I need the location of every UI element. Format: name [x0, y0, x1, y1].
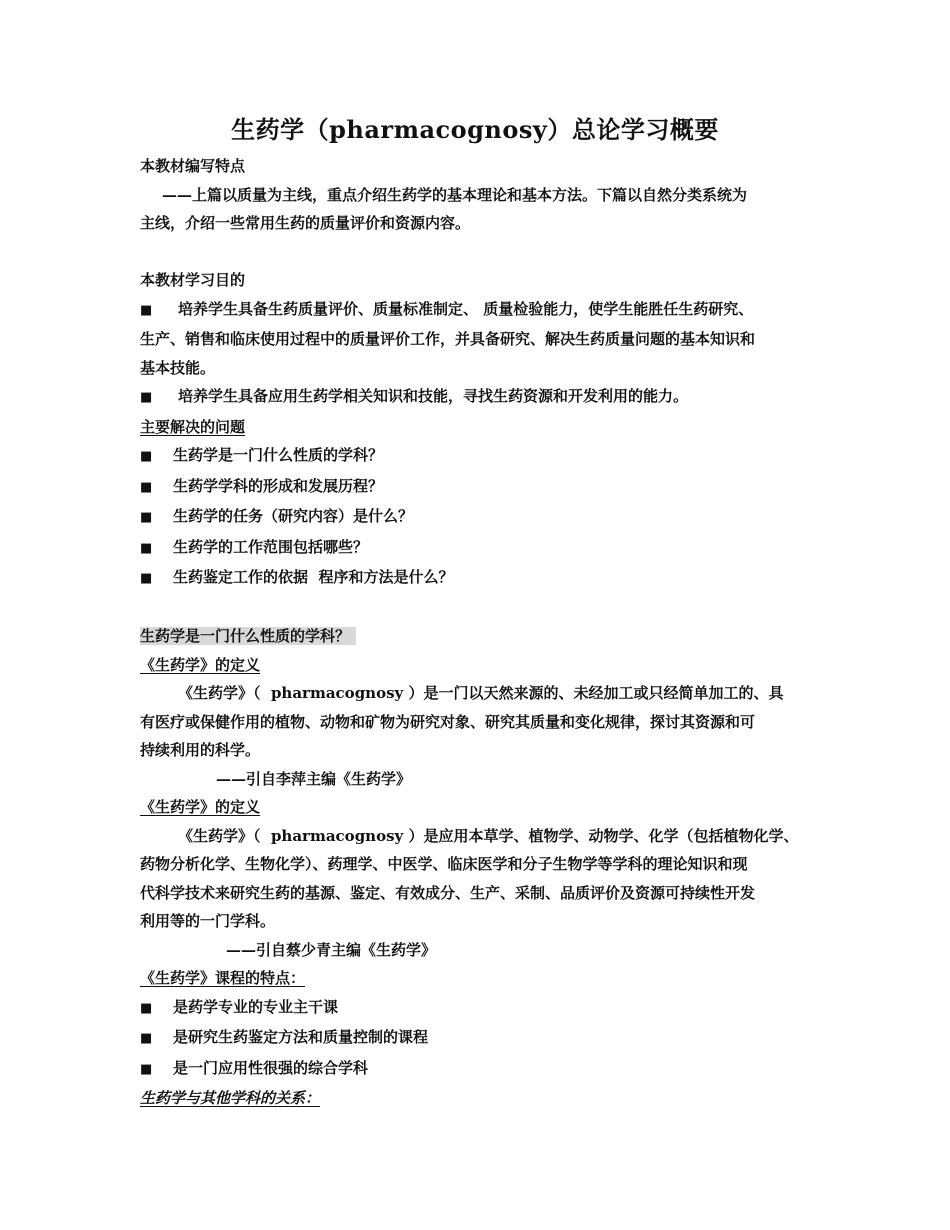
square-bullet-icon: ■ — [140, 390, 153, 405]
definition-2-line-3: 代科学技术来研究生药的基源、鉴定、有效成分、生产、采制、品质评价及资源可持续性开发 — [140, 883, 756, 902]
problem-item — [140, 563, 820, 594]
square-bullet-icon: ■ — [140, 1000, 153, 1016]
features-line-2: 主线，介绍一些常用生药的质量评价和资源内容。 — [140, 214, 471, 232]
definition-1-line-3: 持续利用的科学。 — [140, 741, 261, 759]
problem-item-text: 生药鉴定工作的依据 程序和方法是什么？ — [173, 568, 454, 586]
definition-2-line-2: 药物分析化学、生物化学）、药理学、中医学、临床医学和分子生物学等学科的理论知识和现 — [140, 855, 748, 873]
course-feature-item — [140, 1054, 820, 1085]
definition-1-line-2: 有医疗或保健作用的植物、动物和矿物为研究对象、研究其质量和变化规律，探讨其资源和可 — [140, 712, 756, 731]
square-bullet-icon: ■ — [140, 1061, 153, 1077]
square-bullet-icon: ■ — [140, 1031, 153, 1046]
section-heading-goals: 本教材学习目的 — [140, 271, 246, 289]
goal-item-2 — [140, 382, 820, 413]
goal-item-1-line-2: 生产、销售和临床使用过程中的质量评价工作，并具备研究、解决生药质量问题的基本知识和 — [140, 330, 756, 348]
problem-item — [140, 441, 820, 472]
problem-item-text: 生药学是一门什么性质的学科？ — [173, 446, 384, 464]
goal-item-2-text: 培养学生具备应用生药学相关知识和技能，寻找生药资源和开发利用的能力。 — [178, 387, 689, 405]
definition-1-citation: ——引自李萍主编《生药学》 — [216, 769, 412, 788]
square-bullet-icon: ■ — [140, 571, 153, 586]
definition-2-heading: 《生药学》的定义 — [140, 798, 261, 816]
problem-item-text: 生药学学科的形成和发展历程？ — [173, 476, 384, 495]
definition-1-line-1: 《生药学》（ pharmacognosy ）是一门以天然来源的、未经加工或只经简单加工的、具 — [178, 684, 784, 702]
square-bullet-icon: ■ — [140, 479, 153, 495]
course-feature-item — [140, 993, 820, 1024]
square-bullet-icon: ■ — [140, 540, 153, 556]
goal-item-1-line-3: 基本技能。 — [140, 358, 216, 377]
problem-item — [140, 533, 820, 564]
course-feature-text: 是研究生药鉴定方法和质量控制的课程 — [173, 1028, 429, 1046]
definition-1-heading: 《生药学》的定义 — [140, 655, 261, 674]
problem-item-text: 生药学的任务（研究内容）是什么？ — [173, 507, 414, 525]
square-bullet-icon: ■ — [140, 302, 153, 318]
goal-item-1 — [140, 295, 820, 326]
section-heading-nature: 生药学是一门什么性质的学科？ — [140, 627, 356, 645]
document-body — [140, 152, 820, 1113]
section-heading-problems: 主要解决的问题 — [140, 417, 246, 436]
problem-item — [140, 502, 820, 533]
spacer — [140, 238, 820, 267]
course-feature-text: 是一门应用性很强的综合学科 — [173, 1058, 369, 1077]
problem-item — [140, 472, 820, 503]
definition-2-citation: ——引自蔡少青主编《生药学》 — [226, 940, 437, 959]
definition-2-line-4: 利用等的一门学科。 — [140, 912, 276, 930]
goal-item-1-line-1: 培养学生具备生药质量评价、质量标准制定、 质量检验能力，使学生能胜任生药研究、 — [178, 299, 754, 318]
square-bullet-icon: ■ — [140, 449, 153, 464]
page-title: 生药学（pharmacognosy）总论学习概要 — [231, 115, 719, 144]
spacer — [140, 594, 820, 623]
course-feature-item — [140, 1023, 820, 1054]
definition-2-line-1: 《生药学》（ pharmacognosy ）是应用本草学、植物学、动物学、化学（包括植物化学、 — [178, 826, 799, 845]
features-line-1: ——上篇以质量为主线，重点介绍生药学的基本理论和基本方法。下篇以自然分类系统为 — [162, 185, 748, 204]
relation-heading: 生药学与其他学科的关系： — [140, 1089, 321, 1107]
course-feature-text: 是药学专业的专业主干课 — [173, 997, 339, 1016]
course-features-heading: 《生药学》课程的特点： — [140, 969, 306, 987]
square-bullet-icon: ■ — [140, 510, 153, 525]
problem-item-text: 生药学的工作范围包括哪些？ — [173, 537, 369, 556]
section-heading-features: 本教材编写特点 — [140, 157, 246, 175]
